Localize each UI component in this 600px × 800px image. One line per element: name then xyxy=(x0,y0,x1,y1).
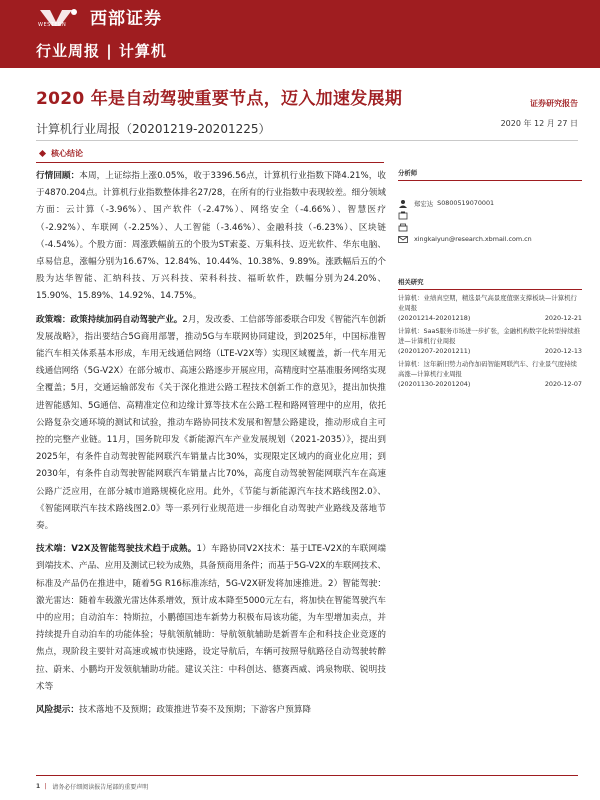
para-label: 政策端：政策持续加码自动驾驶产业。 xyxy=(36,314,183,325)
related-item[interactable] xyxy=(398,326,582,356)
analyst-name-row xyxy=(398,197,582,209)
related-date: 2020-12-21 xyxy=(544,314,582,322)
para-label: 行情回顾： xyxy=(36,171,80,181)
sidebar xyxy=(398,168,582,389)
analyst-name: 郑宏达 xyxy=(414,199,434,208)
main-content xyxy=(36,168,386,725)
section-heading xyxy=(40,148,83,159)
fax-row xyxy=(398,221,582,233)
related-date: 2020-12-13 xyxy=(544,347,582,355)
related-meta xyxy=(398,313,582,323)
para-label: 技术端：V2X及智能驾驶技术趋于成熟。 xyxy=(36,544,197,555)
paragraph-risk xyxy=(36,702,386,719)
section-title: 核心结论 xyxy=(51,149,83,158)
analyst-card xyxy=(398,197,582,257)
email-row xyxy=(398,233,582,245)
phone-icon xyxy=(398,211,408,220)
para-text: 2月，发改委、工信部等部委联合印发《智能汽车创新发展战略》，指出要结合5G商用部署，推动5G与车联网协同建设，到2025年，中国标准智能汽车相关体系基本形成，车用无线通信网络（LTE-V2X等）实现区域覆盖，新一代车用无线通信网络（5G-V2X）在部分城市、高速公路逐步开展应用，高精度时空基准服务网络实现全覆盖；5月，交通运输部发布《关于深化推进公路工程技术创新工作的意见》，提出加快推进智能感知、5G通信、高精准定位和边缘计算等技术在公路工程和路网管理中的应用，依托公路复杂交通环境的测试和试验，推动车路协同技术发展和智慧公路建设，推动形成自主可控的完整产业链。11月，国务院印发《新能源汽车产业发展规划（2021-2035）》，提出到2025年，有条件自动驾驶智能网联汽车销量占比30%，实现限定区域内的商业化应用；到2030年，有条件自动驾驶智能网联汽车销量占比70%，高度自动驾驶智能网联汽车在高速公路广泛应用，在部分城市道路规模化应用。此外，《节能与新能源汽车技术路线图2.0》、《智能网联汽车技术路线图2.0》等一系列行业规范进一步细化自动驾驶产业路线及落地节奏。 xyxy=(36,314,386,532)
related-meta xyxy=(398,346,582,356)
fax-icon xyxy=(398,223,408,232)
brand-tag: 证券研究报告 xyxy=(530,99,578,108)
paragraph-market xyxy=(36,168,386,306)
related-item[interactable] xyxy=(398,293,582,323)
related-title: 计算机：业绩真空期，精选景气高景度值驱支撑板块—计算机行业周报 xyxy=(398,294,577,312)
para-text: 1）车路协同V2X技术：基于LTE-V2X的车联网端到端技术、产品、应用及测试已较为成熟，具备预商用条件；而基于5G-V2X的车联网技术、标准及产品仍在推进中，随着5G R16标准冻结，5G-V2X研发将加速推进。2）智能驾驶：激光雷达：随着车载激光雷达体系增效，预计成本降至5000元左右，将加快在智能驾驶汽车中的应用；自动泊车：特斯拉，小鹏德国违车新势力积极布局该功能，为车型增加卖点，并持续提升自动泊车的功能体验；导航领航辅助：导航领航辅助是新晋车企和科技企业竞逐的焦点，现阶段主要针对高速或城市快速路，设定导航后，车辆可按照导航路径自动驾驶转醉拉、蔚来、小鹏均开发领航辅助功能。建议关注：中科创达、德赛西威、鸿泉物联、锐明技术等 xyxy=(36,544,386,692)
footer-bar: | xyxy=(44,783,47,790)
para-text: 本周，上证综指上涨0.05%，收于3396.56点，计算机行业指数下降4.21%，收于4870.204点。计算机行业指数整体排名27/28，在所有的行业指数中表现较差。细分领域方面：云计算（-3.96%）、国产软件（-2.47%）、网络安全（-4.66%）、智慧医疗（-2.92%）、车联网（-2.25%）、人工智能（-3.46%）、金融科技（-6.23%）、区块链（-4.54%）。个股方面：周涨跌幅前五的个股为ST索菱、万集科技、迈光软件、华东电脑、卓易信息，涨幅分别为16.67%、12.84%、10.44%、10.38%、9.89%。涨跌幅后五的个股为达华智能、汇纳科技、万兴科技、荣科科技、福昕软件，跌幅分别为24.20%、15.90%、15.89%、14.92%、14.75%。 xyxy=(36,171,386,302)
related-code: (20201214-20201218) xyxy=(398,314,471,322)
related-meta xyxy=(398,379,582,389)
person-icon xyxy=(398,199,408,208)
diamond-icon xyxy=(39,150,46,157)
para-label: 风险提示： xyxy=(36,705,79,716)
footer-divider xyxy=(36,775,578,776)
analyst-email[interactable]: xingkaiyun@research.xbmail.com.cn xyxy=(414,235,532,243)
related-date: 2020-12-07 xyxy=(544,380,582,388)
related-title: 计算机：SaaS服务市场进一步扩张，金融机构数字化转型持续推进—计算机行业周报 xyxy=(398,327,581,345)
report-date: 2020 年 12 月 27 日 xyxy=(500,119,578,128)
divider xyxy=(36,140,578,141)
report-title: 2020 年是自动驾驶重要节点，迈入加速发展期 xyxy=(36,89,403,109)
related-title: 计算机：这年新旧势力动作加码智能网联汽车、行业景气度持续高涨—计算机行业周报 xyxy=(398,360,577,378)
footer-text: 请务必仔细阅读报告尾部的重要声明 xyxy=(52,784,149,791)
paragraph-tech xyxy=(36,541,386,696)
logo-en: WESTERN xyxy=(38,22,67,28)
section-divider xyxy=(36,162,384,163)
para-text: 技术落地不及预期；政策推进节奏不及预期；下游客户预算降 xyxy=(78,705,312,716)
footer xyxy=(36,782,148,791)
phone-row xyxy=(398,209,582,221)
header-subtitle: 行业周报 | 计算机 xyxy=(36,42,167,60)
related-code: (20201207-20201211) xyxy=(398,347,471,355)
header-band xyxy=(0,0,600,68)
related-item[interactable] xyxy=(398,359,582,389)
page-number: 1 xyxy=(36,783,41,790)
related-code: (20201130-20201204) xyxy=(398,380,471,388)
analyst-heading: 分析师 xyxy=(398,168,582,181)
logo-cn: 西部证券 xyxy=(90,9,162,29)
related-list xyxy=(398,293,582,389)
paragraph-policy xyxy=(36,312,386,536)
related-heading: 相关研究 xyxy=(398,277,582,290)
mail-icon xyxy=(398,235,408,244)
analyst-id: S0800519070001 xyxy=(437,199,495,207)
report-subtitle: 计算机行业周报（20201219-20201225） xyxy=(36,122,271,136)
